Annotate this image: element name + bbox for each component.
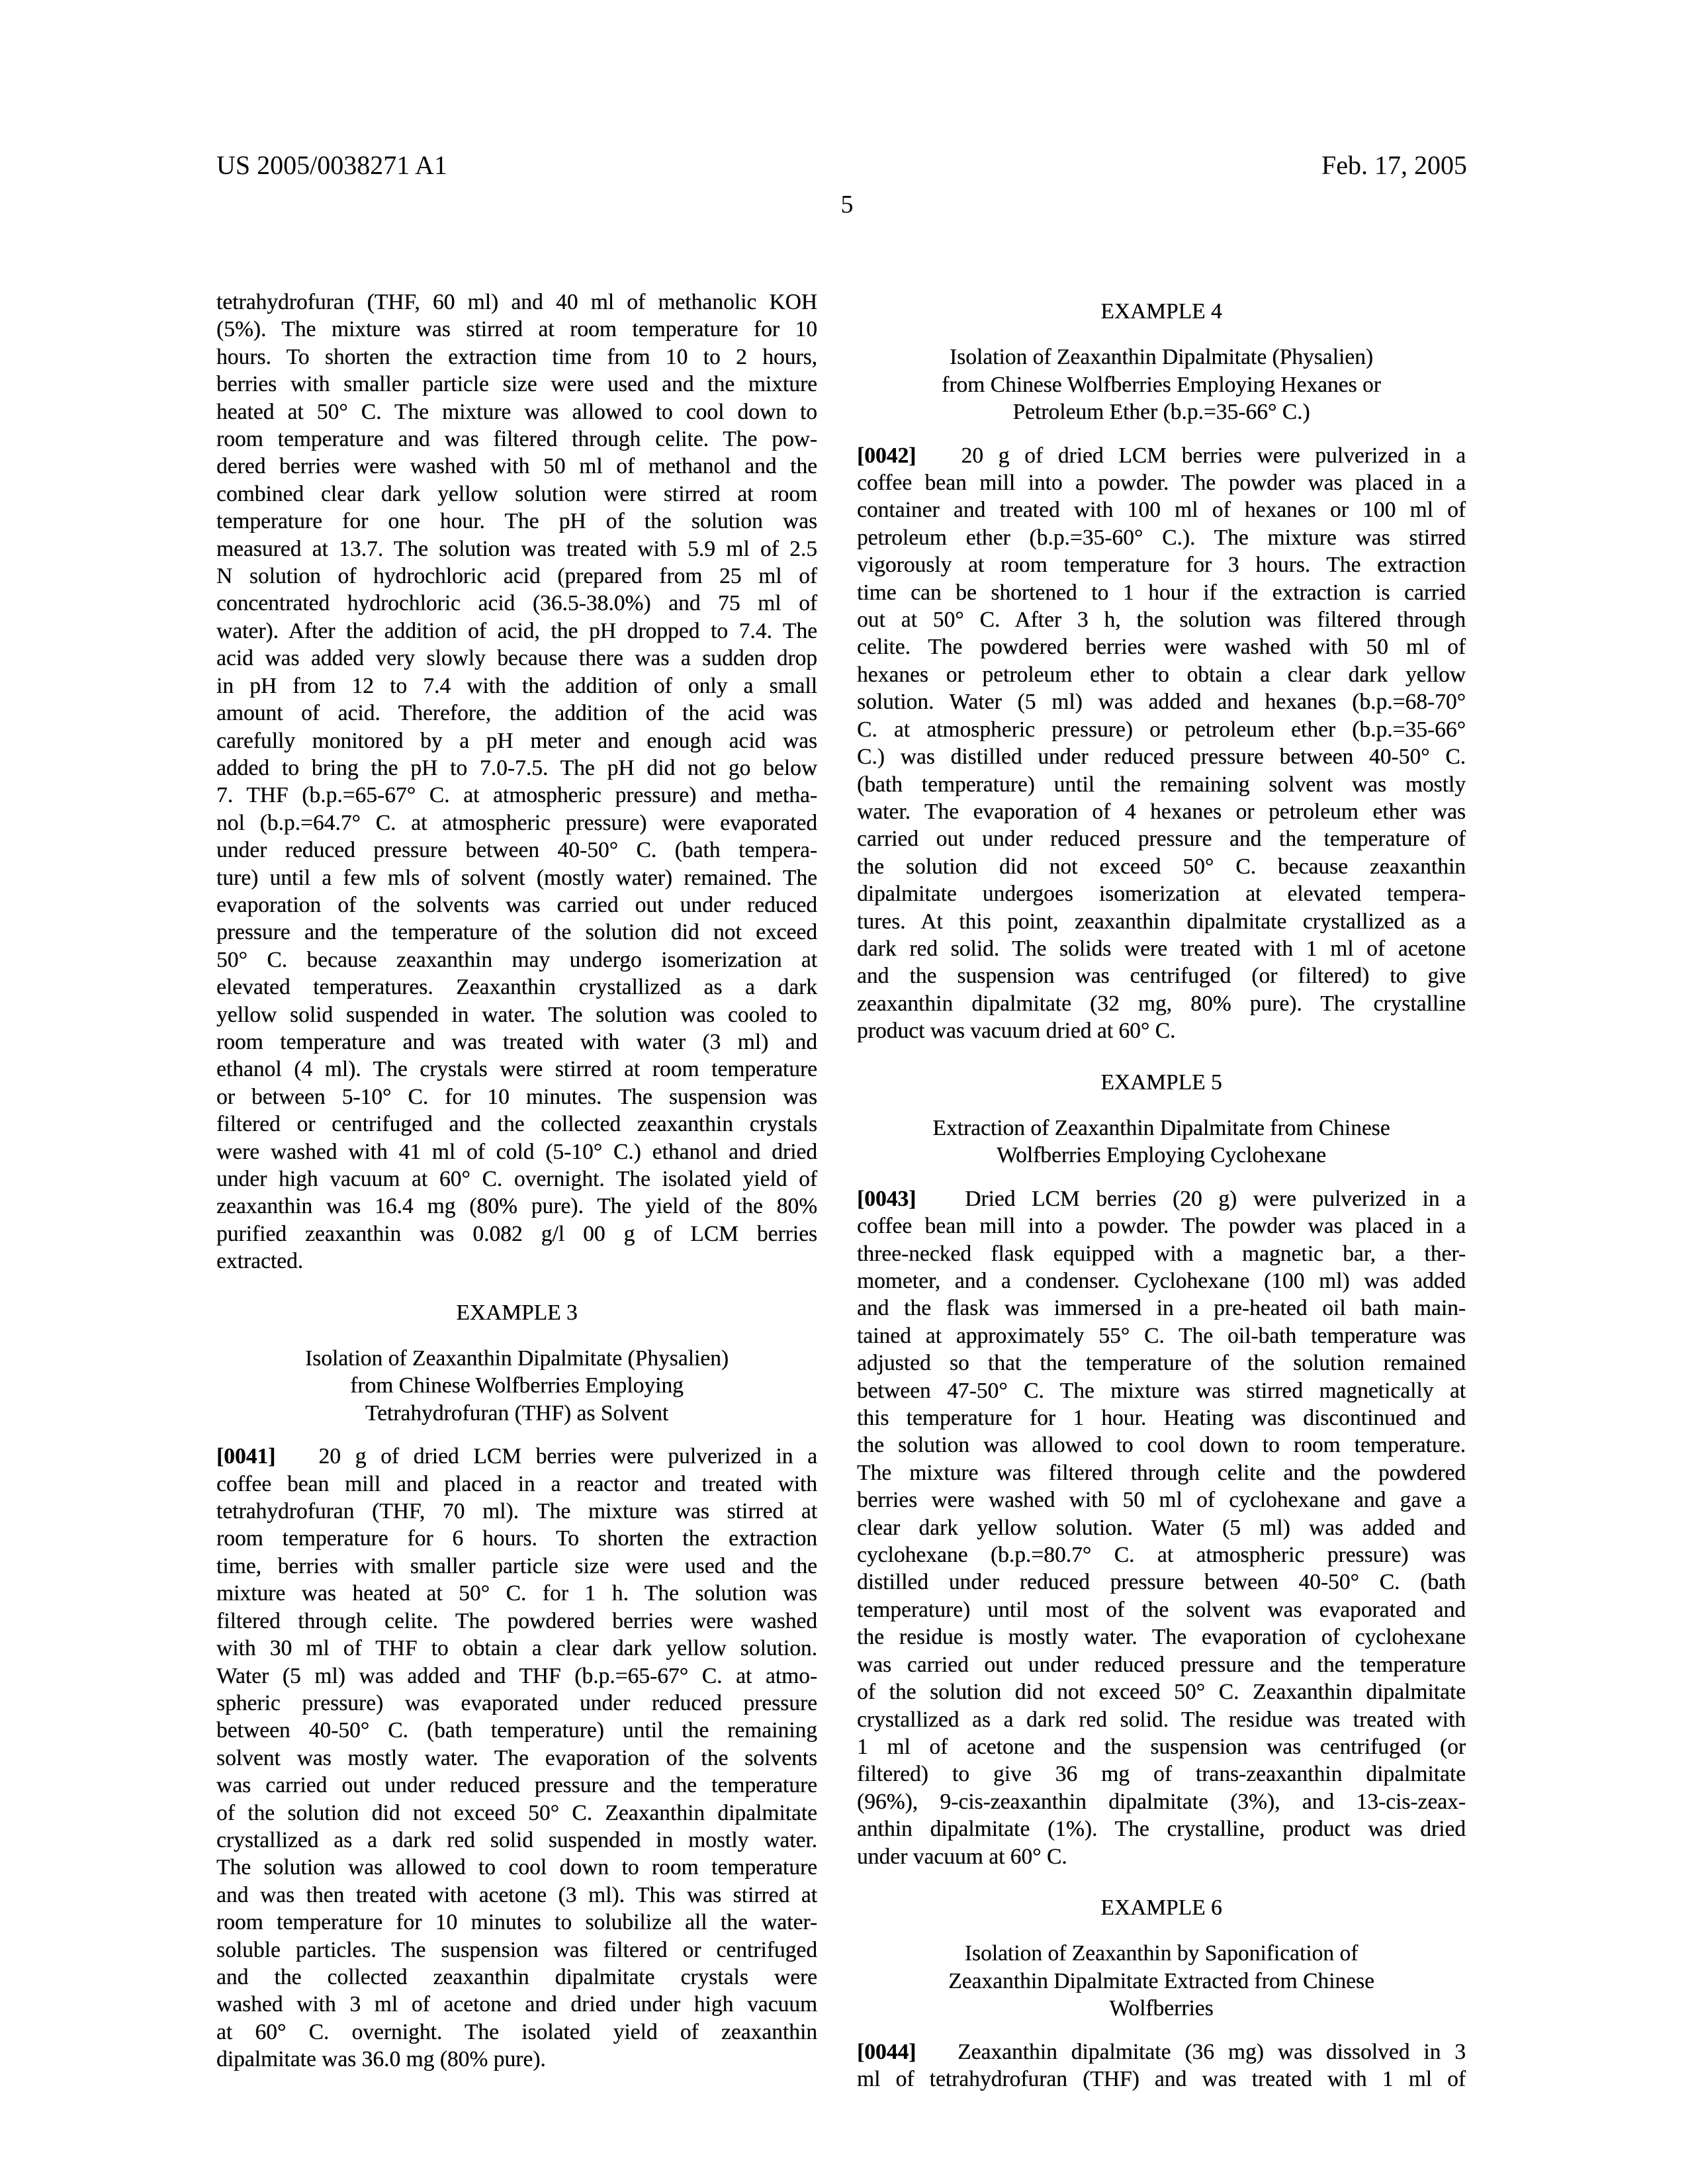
paragraph-line: carried out under reduced pressure and the temperature of <box>857 827 1466 852</box>
paragraph-line: room temperature and was treated with water (3 ml) and <box>216 1029 817 1054</box>
paragraph-line: [0043] Dried LCM berries (20 g) were pulverized in a <box>857 1186 1466 1211</box>
example-subtitle <box>857 343 1466 426</box>
subtitle-line: Extraction of Zeaxanthin Dipalmitate from Chinese <box>932 1115 1390 1140</box>
paragraph-line: pressure and the temperature of the solution did not exceed <box>216 920 817 945</box>
subtitle-line: Isolation of Zeaxanthin Dipalmitate (Physalien) <box>949 345 1374 370</box>
paragraph-line: adjusted so that the temperature of the solution remained <box>857 1351 1466 1376</box>
paragraph-line: combined clear dark yellow solution were stirred at room <box>216 481 817 506</box>
paragraph-line: ture) until a few mls of solvent (mostly water) remained. The <box>216 865 817 890</box>
paragraph-line: The mixture was filtered through celite and the powdered <box>857 1460 1466 1485</box>
paragraph-line: anthin dipalmitate (1%). The crystalline, product was dried <box>857 1817 1466 1842</box>
paragraph-line: mixture was heated at 50° C. for 1 h. The solution was <box>216 1581 817 1606</box>
paragraph-line: amount of acid. Therefore, the addition of the acid was <box>216 701 817 726</box>
publication-date: Feb. 17, 2005 <box>1321 150 1467 180</box>
paragraph-line: between 40-50° C. (bath temperature) until the remaining <box>216 1718 817 1743</box>
paragraph-line: crystallized as a dark red solid. The residue was treated with <box>857 1707 1466 1732</box>
page-header <box>216 151 1467 180</box>
paragraph-line: temperature) until most of the solvent was evaporated and <box>857 1597 1466 1622</box>
paragraph-line: cyclohexane (b.p.=80.7° C. at atmospheric pressure) was <box>857 1543 1466 1568</box>
subtitle-line: Isolation of Zeaxanthin Dipalmitate (Physalien) <box>304 1346 729 1371</box>
paragraph-line: filtered through celite. The powdered berries were washed <box>216 1608 817 1633</box>
paragraph-line: and was then treated with acetone (3 ml). This was stirred at <box>216 1882 817 1907</box>
example-heading: EXAMPLE 4 <box>1100 299 1222 324</box>
paragraph-line: solution. Water (5 ml) was added and hexanes (b.p.=68-70° <box>857 690 1466 715</box>
example-subtitle <box>857 1940 1466 2022</box>
subtitle-line: Zeaxanthin Dipalmitate Extracted from Chinese <box>948 1968 1374 1993</box>
subtitle-line: Petroleum Ether (b.p.=35-66° C.) <box>1012 400 1310 425</box>
subtitle-line: from Chinese Wolfberries Employing Hexanes or <box>942 372 1381 397</box>
paragraph-line: or between 5-10° C. for 10 minutes. The suspension was <box>216 1084 817 1109</box>
paragraph-line: dipalmitate was 36.0 mg (80% pure). <box>216 2047 546 2072</box>
paragraph-line: coffee bean mill and placed in a reactor and treated with <box>216 1471 817 1496</box>
paragraph-line: temperature for one hour. The pH of the solution was <box>216 509 817 534</box>
paragraph-line: clear dark yellow solution. Water (5 ml) was added and <box>857 1515 1466 1540</box>
paragraph-line: (5%). The mixture was stirred at room temperature for 10 <box>216 317 817 342</box>
paragraph-line: ml of tetrahydrofuran (THF) and was treated with 1 ml of <box>857 2066 1466 2091</box>
paragraph-line: the solution was allowed to cool down to room temperature. <box>857 1433 1466 1458</box>
paragraph-line: was carried out under reduced pressure and the temperature <box>857 1652 1466 1677</box>
paragraph-line: acid was added very slowly because there was a sudden drop <box>216 646 817 671</box>
paragraph-line: product was vacuum dried at 60° C. <box>857 1019 1176 1044</box>
paragraph-line: hexanes or petroleum ether to obtain a clear dark yellow <box>857 662 1466 687</box>
paragraph-line: 50° C. because zeaxanthin may undergo isomerization at <box>216 947 817 972</box>
paragraph-line: and the flask was immersed in a pre-heated oil bath main- <box>857 1296 1466 1321</box>
page-number: 5 <box>840 191 854 218</box>
example-subtitle <box>857 1115 1466 1169</box>
paragraph-line: [0041] 20 g of dried LCM berries were pulverized in a <box>216 1444 817 1469</box>
subtitle-line: from Chinese Wolfberries Employing <box>350 1373 684 1398</box>
paragraph-line: [0044] Zeaxanthin dipalmitate (36 mg) was dissolved in 3 <box>857 2039 1466 2064</box>
paragraph-line: three-necked flask equipped with a magnetic bar, a ther- <box>857 1241 1466 1266</box>
paragraph-line: purified zeaxanthin was 0.082 g/l 00 g of LCM berries <box>216 1221 817 1246</box>
paragraph-line: Water (5 ml) was added and THF (b.p.=65-67° C. at atmo- <box>216 1663 817 1688</box>
paragraph-line: carefully monitored by a pH meter and enough acid was <box>216 728 817 753</box>
paragraph-line: hours. To shorten the extraction time from 10 to 2 hours, <box>216 344 817 369</box>
paragraph <box>857 1185 1466 1870</box>
paragraph-line: celite. The powdered berries were washed with 50 ml of <box>857 635 1466 660</box>
paragraph-line: ethanol (4 ml). The crystals were stirred at room temperature <box>216 1057 817 1082</box>
paragraph-line: coffee bean mill into a powder. The powder was placed in a <box>857 1214 1466 1239</box>
paragraph-line: tures. At this point, zeaxanthin dipalmitate crystallized as a <box>857 909 1466 934</box>
paragraph-line: berries were washed with 50 ml of cyclohexane and gave a <box>857 1488 1466 1513</box>
example-heading: EXAMPLE 3 <box>456 1300 578 1325</box>
paragraph-line: berries with smaller particle size were used and the mixture <box>216 372 817 397</box>
paragraph-line: mometer, and a condenser. Cyclohexane (100 ml) was added <box>857 1269 1466 1293</box>
paragraph-line: between 47-50° C. The mixture was stirred magnetically at <box>857 1378 1466 1403</box>
paragraph-line: crystallized as a dark red solid suspended in mostly water. <box>216 1827 817 1852</box>
paragraph-line: evaporation of the solvents was carried out under reduced <box>216 892 817 917</box>
paragraph-line: nol (b.p.=64.7° C. at atmospheric pressure) were evaporated <box>216 810 817 835</box>
paragraph-line: measured at 13.7. The solution was treated with 5.9 ml of 2.5 <box>216 536 817 561</box>
paragraph-line: extracted. <box>216 1249 304 1274</box>
paragraph-line: and the suspension was centrifuged (or filtered) to give <box>857 964 1466 989</box>
example-subtitle <box>216 1345 817 1427</box>
paragraph-line: under vacuum at 60° C. <box>857 1844 1067 1869</box>
paragraph-line: the residue is mostly water. The evaporation of cyclohexane <box>857 1625 1466 1650</box>
paragraph-line: water. The evaporation of 4 hexanes or petroleum ether was <box>857 799 1466 824</box>
paragraph-line: zeaxanthin dipalmitate (32 mg, 80% pure). The crystalline <box>857 991 1466 1016</box>
paragraph-line: time, berries with smaller particle size were used and the <box>216 1553 817 1578</box>
paragraph <box>857 2038 1466 2093</box>
paragraph <box>857 442 1466 1045</box>
paragraph-line: washed with 3 ml of acetone and dried under high vacuum <box>216 1992 817 2017</box>
example-heading: EXAMPLE 5 <box>1100 1069 1222 1095</box>
paragraph-line: 1 ml of acetone and the suspension was centrifuged (or <box>857 1734 1466 1759</box>
paragraph-line: coffee bean mill into a powder. The powder was placed in a <box>857 471 1466 496</box>
paragraph-line: tetrahydrofuran (THF, 60 ml) and 40 ml of methanolic KOH <box>216 290 817 314</box>
paragraph-line: the solution did not exceed 50° C. because zeaxanthin <box>857 854 1466 879</box>
paragraph-line: (bath temperature) until the remaining solvent was mostly <box>857 772 1466 797</box>
paragraph-line: concentrated hydrochloric acid (36.5-38.0%) and 75 ml of <box>216 591 817 616</box>
paragraph-line: solvent was mostly water. The evaporation of the solvents <box>216 1745 817 1770</box>
paragraph-line: heated at 50° C. The mixture was allowed to cool down to <box>216 399 817 424</box>
paragraph-line: and the collected zeaxanthin dipalmitate crystals were <box>216 1964 817 1989</box>
paragraph-line: was carried out under reduced pressure and the temperature <box>216 1773 817 1798</box>
paragraph-line: The solution was allowed to cool down to room temperature <box>216 1855 817 1880</box>
paragraph-line: this temperature for 1 hour. Heating was discontinued and <box>857 1406 1466 1431</box>
paragraph-line: soluble particles. The suspension was filtered or centrifuged <box>216 1937 817 1962</box>
paragraph-line: filtered) to give 36 mg of trans-zeaxanthin dipalmitate <box>857 1762 1466 1787</box>
paragraph-line: water). After the addition of acid, the pH dropped to 7.4. The <box>216 618 817 643</box>
paragraph-line: time can be shortened to 1 hour if the extraction is carried <box>857 580 1466 605</box>
paragraph-line: dark red solid. The solids were treated with 1 ml of acetone <box>857 936 1466 961</box>
left-column <box>216 289 817 2073</box>
paragraph-line: tained at approximately 55° C. The oil-bath temperature was <box>857 1323 1466 1348</box>
patent-number: US 2005/0038271 A1 <box>216 150 447 180</box>
paragraph-line: spheric pressure) was evaporated under reduced pressure <box>216 1690 817 1715</box>
paragraph-line: of the solution did not exceed 50° C. Zeaxanthin dipalmitate <box>216 1800 817 1825</box>
paragraph-line: room temperature for 10 minutes to solubilize all the water- <box>216 1910 817 1935</box>
paragraph-line: out at 50° C. After 3 h, the solution was filtered through <box>857 608 1466 633</box>
subtitle-line: Wolfberries Employing Cyclohexane <box>997 1143 1326 1168</box>
paragraph-line: container and treated with 100 ml of hexanes or 100 ml of <box>857 498 1466 523</box>
paragraph <box>216 1443 817 2073</box>
paragraph-line: added to bring the pH to 7.0-7.5. The pH did not go below <box>216 755 817 780</box>
paragraph-line: [0042] 20 g of dried LCM berries were pulverized in a <box>857 443 1466 468</box>
paragraph-line: with 30 ml of THF to obtain a clear dark yellow solution. <box>216 1636 817 1661</box>
paragraph-line: of the solution did not exceed 50° C. Zeaxanthin dipalmitate <box>857 1680 1466 1705</box>
paragraph-line: (96%), 9-cis-zeaxanthin dipalmitate (3%), and 13-cis-zeax- <box>857 1789 1466 1814</box>
paragraph-line: room temperature and was filtered through celite. The pow- <box>216 427 817 452</box>
paragraph-line: petroleum ether (b.p.=35-60° C.). The mixture was stirred <box>857 525 1466 550</box>
paragraph-line: under high vacuum at 60° C. overnight. The isolated yield of <box>216 1167 817 1191</box>
paragraph-line: dered berries were washed with 50 ml of methanol and the <box>216 454 817 479</box>
paragraph-line: filtered or centrifuged and the collected zeaxanthin crystals <box>216 1112 817 1137</box>
paragraph-line: yellow solid suspended in water. The solution was cooled to <box>216 1002 817 1027</box>
paragraph-line: in pH from 12 to 7.4 with the addition of only a small <box>216 673 817 698</box>
paragraph-line: room temperature for 6 hours. To shorten the extraction <box>216 1526 817 1551</box>
subtitle-line: Isolation of Zeaxanthin by Saponification of <box>964 1941 1359 1966</box>
right-column <box>857 298 1466 2093</box>
paragraph-line: distilled under reduced pressure between 40-50° C. (bath <box>857 1570 1466 1595</box>
paragraph-line: were washed with 41 ml of cold (5-10° C.) ethanol and dried <box>216 1139 817 1164</box>
subtitle-line: Wolfberries <box>1109 1996 1214 2021</box>
paragraph-line: zeaxanthin was 16.4 mg (80% pure). The yield of the 80% <box>216 1194 817 1219</box>
subtitle-line: Tetrahydrofuran (THF) as Solvent <box>365 1400 669 1426</box>
paragraph-line: under reduced pressure between 40-50° C. (bath tempera- <box>216 838 817 863</box>
paragraph-line: elevated temperatures. Zeaxanthin crystallized as a dark <box>216 975 817 1000</box>
paragraph-line: 7. THF (b.p.=65-67° C. at atmospheric pressure) and metha- <box>216 783 817 808</box>
paragraph-line: at 60° C. overnight. The isolated yield of zeaxanthin <box>216 2019 817 2044</box>
paragraph-line: C. at atmospheric pressure) or petroleum ether (b.p.=35-66° <box>857 717 1466 742</box>
paragraph-line: vigorously at room temperature for 3 hours. The extraction <box>857 553 1466 578</box>
paragraph-line: C.) was distilled under reduced pressure between 40-50° C. <box>857 745 1466 770</box>
example-heading: EXAMPLE 6 <box>1100 1895 1222 1920</box>
paragraph-line: N solution of hydrochloric acid (prepared from 25 ml of <box>216 564 817 589</box>
paragraph-line: tetrahydrofuran (THF, 70 ml). The mixture was stirred at <box>216 1499 817 1524</box>
paragraph-line: dipalmitate undergoes isomerization at elevated tempera- <box>857 882 1466 907</box>
paragraph <box>216 289 817 1275</box>
